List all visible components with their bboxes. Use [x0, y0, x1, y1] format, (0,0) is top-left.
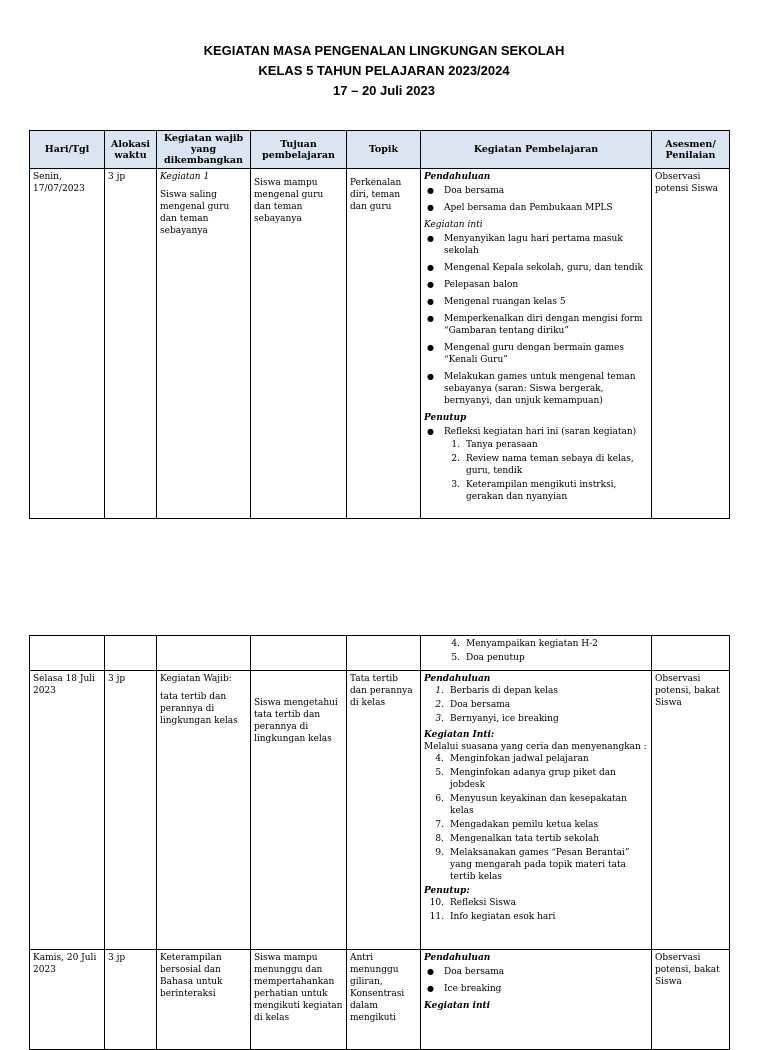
assessment-cell: Observasi potensi, bakat Siswa	[652, 950, 730, 1050]
section-title: Kegiatan inti	[424, 1001, 491, 1011]
activity-cell	[157, 169, 251, 519]
activity-label: Kegiatan 1	[160, 172, 210, 182]
list-item: ● Mengenal Kepala sekolah, guru, dan tendik	[424, 262, 648, 274]
day-cell: Selasa 18 Juli 2023	[30, 671, 105, 950]
list-item: 4. Menyampaikan kegiatan H-2	[451, 639, 598, 649]
list-item: 6. Menyusun keyakinan dan kesepakatan kelas	[435, 794, 627, 816]
closing-sublist	[424, 439, 648, 503]
time-cell: 3 jp	[105, 671, 157, 950]
learning-activities-cell	[421, 636, 652, 671]
column-header: Kegiatan Pembelajaran	[421, 131, 652, 169]
column-header: Hari/Tgl	[30, 131, 105, 169]
time-cell: 3 jp	[105, 169, 157, 519]
column-header: Alokasi waktu	[105, 131, 157, 169]
list-item: 9. Melaksanakan games “Pesan Berantai” yang mengarah pada topik materi tata tertib kelas	[435, 848, 630, 882]
list-item: 4. Menginfokan jadwal pelajaran	[435, 754, 589, 764]
section-title: Pendahuluan	[424, 953, 491, 963]
core-intro: Melalui suasana yang ceria dan menyenangkan :	[424, 742, 647, 752]
list-item: 7. Mengadakan pemilu ketua kelas	[435, 820, 599, 830]
document-date: 17 – 20 Juli 2023	[333, 83, 435, 98]
assessment-cell: Observasi potensi, bakat Siswa	[652, 671, 730, 950]
list-item: ● Doa bersama	[424, 185, 648, 197]
list-item: 5. Menginfokan adanya grup piket dan jobdesk	[435, 768, 616, 790]
lesson-plan-table-page-1	[29, 130, 730, 519]
list-item: ● Refleksi kegiatan hari ini (saran kegiatan)	[424, 426, 648, 438]
document-title: KEGIATAN MASA PENGENALAN LINGKUNGAN SEKOLAH	[203, 43, 565, 58]
list-item: ● Melakukan games untuk mengenal teman sebayanya (saran: Siswa bergerak, bernyanyi, dan unjuk kemampuan)	[424, 371, 648, 407]
table-row	[30, 636, 730, 671]
section-title: Pendahuluan	[424, 172, 491, 182]
list-item: ● Apel bersama dan Pembukaan MPLS	[424, 202, 648, 214]
section-title: Kegiatan inti	[424, 220, 483, 230]
core-list	[424, 233, 648, 407]
topic-cell	[347, 169, 421, 519]
list-item: ● Mengenal ruangan kelas 5	[424, 296, 648, 308]
topic-text: Perkenalan diri, teman dan guru	[350, 178, 402, 212]
list-item: 2. Doa bersama	[435, 700, 511, 710]
list-item: 11. Info kegiatan esok hari	[429, 912, 556, 922]
learning-activities-cell	[421, 169, 652, 519]
list-item: 8. Mengenalkan tata tertib sekolah	[435, 834, 599, 844]
table-row	[30, 950, 730, 1050]
time-cell: 3 jp	[105, 950, 157, 1050]
section-title: Penutup	[424, 413, 467, 423]
list-item: ● Ice breaking	[424, 983, 648, 995]
list-item: 3. Keterampilan mengikuti instrksi, gerakan dan nyanyian	[451, 480, 617, 502]
activity-label: Kegiatan Wajib:	[160, 674, 232, 684]
goal-text: Siswa mampu mengenal guru dan teman sebayanya	[254, 178, 324, 224]
assessment-cell: Observasi potensi Siswa	[652, 169, 730, 519]
day-cell: Senin, 17/07/2023	[30, 169, 105, 519]
list-item: 1. Berbaris di depan kelas	[435, 686, 559, 696]
closing-sublist-continued	[424, 638, 648, 664]
table-row	[30, 671, 730, 950]
opening-list	[424, 685, 648, 725]
column-header: Kegiatan wajib yang dikembangkan	[157, 131, 251, 169]
document-subtitle: KELAS 5 TAHUN PELAJARAN 2023/2024	[258, 63, 510, 78]
topic-cell: Tata tertib dan perannya di kelas	[347, 671, 421, 950]
opening-list	[424, 185, 648, 214]
section-title: Penutup:	[424, 886, 470, 896]
table-header-row	[30, 131, 730, 169]
list-item: ● Memperkenalkan diri dengan mengisi form “Gambaran tentang diriku”	[424, 313, 648, 337]
closing-list	[424, 426, 648, 438]
list-item: 5. Doa penutup	[451, 653, 525, 663]
section-title: Kegiatan Inti:	[424, 730, 495, 740]
list-item: 2. Review nama teman sebaya di kelas, guru, tendik	[451, 454, 634, 476]
day-cell: Kamis, 20 Juli 2023	[30, 950, 105, 1050]
table-row	[30, 169, 730, 519]
list-item: ● Mengenal guru dengan bermain games “Kenali Guru”	[424, 342, 648, 366]
column-header: Topik	[347, 131, 421, 169]
activity-text: tata tertib dan perannya di lingkungan kelas	[160, 692, 238, 726]
goal-cell: Siswa mampu menunggu dan mempertahankan perhatian untuk mengikuti kegiatan di kelas	[251, 950, 347, 1050]
closing-list	[424, 897, 648, 923]
activity-cell: Keterampilan bersosial dan Bahasa untuk berinteraksi	[157, 950, 251, 1050]
list-item: ● Pelepasan balon	[424, 279, 648, 291]
goal-cell	[251, 671, 347, 950]
learning-activities-cell	[421, 671, 652, 950]
opening-list	[424, 966, 648, 995]
section-title: Pendahuluan	[424, 674, 491, 684]
list-item: 1. Tanya perasaan	[451, 440, 538, 450]
activity-text: Siswa saling mengenal guru dan teman sebayanya	[160, 190, 230, 236]
column-header: Tujuan pembelajaran	[251, 131, 347, 169]
topic-cell: Antri menunggu giliran, Konsentrasi dalam mengikuti	[347, 950, 421, 1050]
list-item: ● Doa bersama	[424, 966, 648, 978]
goal-text: Siswa mengetahui tata tertib dan perannya di lingkungan kelas	[254, 698, 338, 744]
column-header: Asesmen/ Penilaian	[652, 131, 730, 169]
list-item: 10. Refleksi Siswa	[429, 898, 516, 908]
activity-cell	[157, 671, 251, 950]
goal-cell	[251, 169, 347, 519]
lesson-plan-table-page-2	[29, 635, 730, 1050]
list-item: 3. Bernyanyi, ice breaking	[435, 714, 559, 724]
core-list	[424, 753, 648, 883]
learning-activities-cell	[421, 950, 652, 1050]
list-item: ● Menyanyikan lagu hari pertama masuk sekolah	[424, 233, 648, 257]
